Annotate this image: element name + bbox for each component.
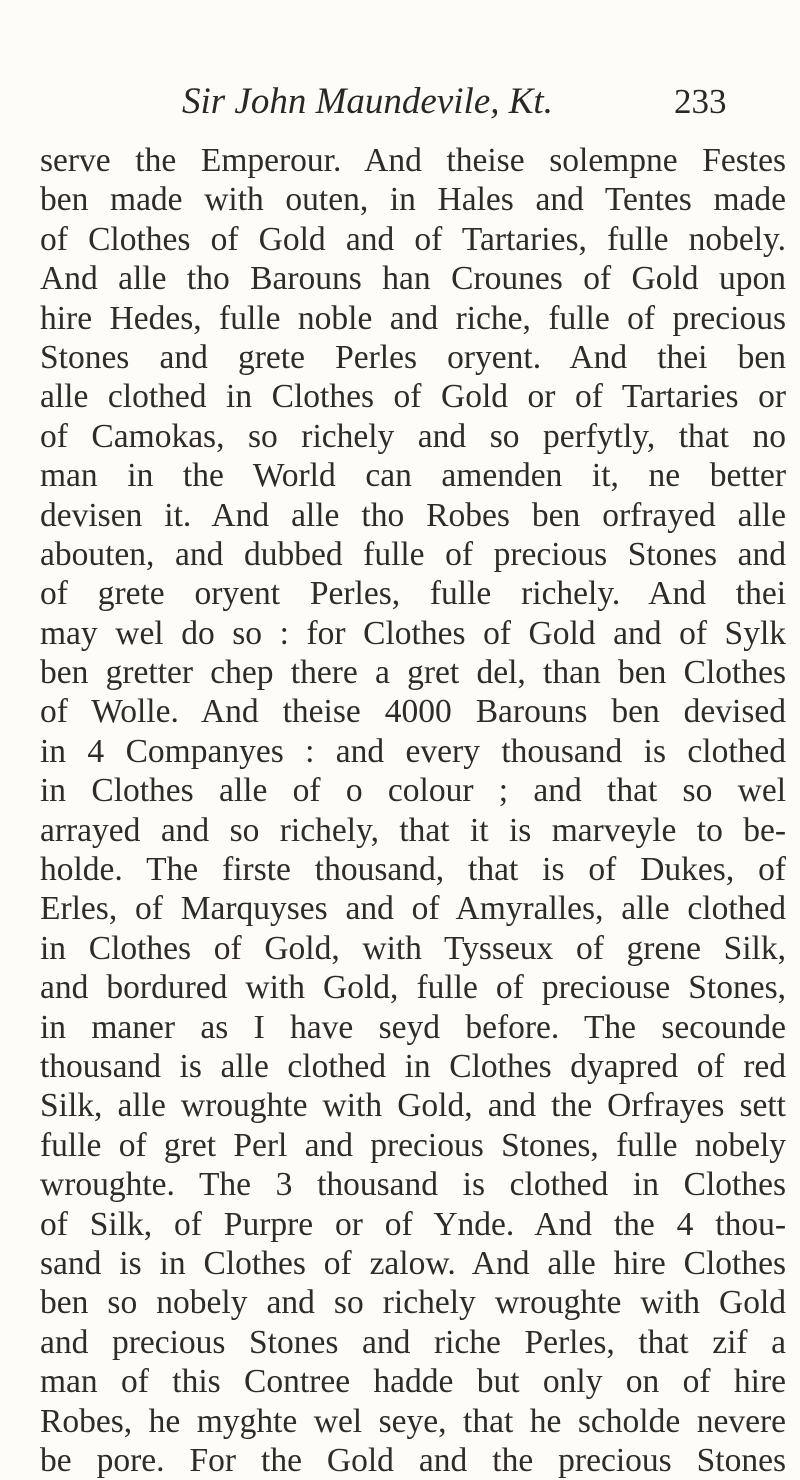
text-line: Silk, alle wroughte with Gold, and the Orfrayes sett <box>40 1087 786 1125</box>
text-line: Erles, of Marquyses and of Amyralles, alle clothed <box>40 890 786 928</box>
text-line: wroughte. The 3 thousand is clothed in Clothes <box>40 1166 786 1204</box>
text-line: in Clothes of Gold, with Tysseux of grene Silk, <box>40 929 786 967</box>
text-line: of Wolle. And theise 4000 Barouns ben devised <box>40 693 786 731</box>
text-line: hire Hedes, fulle noble and riche, fulle of precious <box>40 299 786 337</box>
text-line: be pore. For the Gold and the precious Stones <box>40 1441 786 1479</box>
text-line: man of this Contree hadde but only on of hire <box>40 1363 786 1401</box>
text-line: of grete oryent Perles, fulle richely. And thei <box>40 575 786 613</box>
text-line: in Clothes alle of o colour ; and that so wel <box>40 772 786 810</box>
text-line: sand is in Clothes of zalow. And alle hire Clothes <box>40 1244 786 1282</box>
text-line: ben so nobely and so richely wroughte with Gold <box>40 1284 786 1322</box>
text-line: in maner as I have seyd before. The secounde <box>40 1008 786 1046</box>
text-line: of Clothes of Gold and of Tartaries, fulle nobely. <box>40 220 786 258</box>
text-line: of Camokas, so richely and so perfytly, that no <box>40 417 786 455</box>
text-line: of Silk, of Purpre or of Ynde. And the 4 thou- <box>40 1205 786 1243</box>
text-line: ben gretter chep there a gret del, than ben Clothes <box>40 654 786 692</box>
body-text <box>40 141 786 1480</box>
text-line: may wel do so : for Clothes of Gold and of Sylk <box>40 614 786 652</box>
text-line: in 4 Companyes : and every thousand is clothed <box>40 732 786 770</box>
text-line: holde. The firste thousand, that is of Dukes, of <box>40 851 786 889</box>
page-number: 233 <box>674 82 727 121</box>
text-line: and bordured with Gold, fulle of preciouse Stones, <box>40 969 786 1007</box>
text-line: fulle of gret Perl and precious Stones, fulle nobely <box>40 1126 786 1164</box>
text-line: alle clothed in Clothes of Gold or of Tartaries or <box>40 378 786 416</box>
text-line: ben made with outen, in Hales and Tentes made <box>40 181 786 219</box>
text-line: arrayed and so richely, that it is marveyle to be- <box>40 811 786 849</box>
running-head <box>0 80 800 130</box>
running-title: Sir John Maundevile, Kt. <box>182 81 553 122</box>
text-line: Stones and grete Perles oryent. And thei ben <box>40 338 786 376</box>
text-line: And alle tho Barouns han Crounes of Gold upon <box>40 260 786 298</box>
text-line: Robes, he myghte wel seye, that he scholde nevere <box>40 1402 786 1440</box>
text-line: serve the Emperour. And theise solempne Festes <box>40 142 786 179</box>
text-line: abouten, and dubbed fulle of precious Stones and <box>40 535 786 573</box>
text-line: thousand is alle clothed in Clothes dyapred of red <box>40 1047 786 1085</box>
text-line: and precious Stones and riche Perles, that zif a <box>40 1323 786 1361</box>
text-line: devisen it. And alle tho Robes ben orfrayed alle <box>40 496 786 534</box>
text-line: man in the World can amenden it, ne better <box>40 457 786 495</box>
